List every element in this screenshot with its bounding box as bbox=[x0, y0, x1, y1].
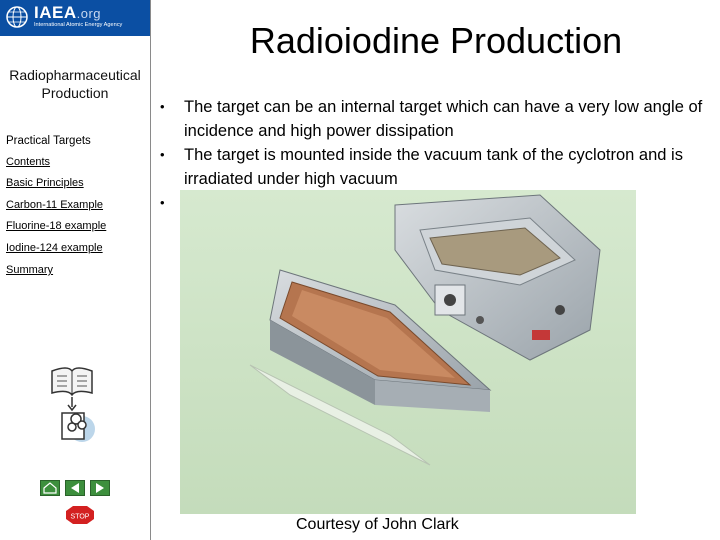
nav-link-contents[interactable]: Contents bbox=[6, 156, 51, 168]
iaea-logo bbox=[0, 0, 150, 36]
stop-label: STOP bbox=[70, 513, 90, 521]
logo-name: IAEA.org bbox=[34, 3, 102, 22]
photo-caption: Courtesy of John Clark bbox=[296, 516, 459, 533]
previous-button[interactable] bbox=[65, 480, 85, 496]
globe-icon bbox=[5, 5, 29, 29]
nav-link-summary[interactable]: Summary bbox=[6, 264, 54, 276]
stop-sign-icon bbox=[66, 506, 94, 524]
section-label: Practical Targets bbox=[6, 135, 91, 147]
home-icon bbox=[41, 481, 59, 495]
bullet-item: • The target is mounted inside the vacuum tank of the cyclotron and is irradiated under high vacuum bbox=[160, 143, 710, 191]
bullet-item: • The target can be an internal target which can have a very low angle of incidence and high power dissipation bbox=[160, 95, 710, 143]
home-button[interactable] bbox=[40, 480, 60, 496]
sidebar-divider bbox=[150, 0, 151, 540]
nav-link-basic-principles[interactable]: Basic Principles bbox=[6, 177, 84, 189]
sidebar-title: Radiopharmaceutical Production bbox=[9, 67, 141, 101]
stop-button[interactable] bbox=[66, 506, 94, 524]
logo-subtitle: International Atomic Energy Agency bbox=[34, 22, 123, 28]
slide-navigation bbox=[40, 480, 110, 496]
nav-link-carbon-11[interactable]: Carbon-11 Example bbox=[6, 199, 104, 211]
arrow-left-icon bbox=[66, 481, 84, 495]
book-reader-icon bbox=[48, 365, 98, 445]
page-title: Radioiodine Production bbox=[249, 20, 623, 61]
nav-link-iodine-124[interactable]: Iodine-124 example bbox=[6, 242, 103, 254]
nav-link-fluorine-18[interactable]: Fluorine-18 example bbox=[6, 220, 107, 232]
cyclotron-target-illustration bbox=[180, 190, 636, 514]
next-button[interactable] bbox=[90, 480, 110, 496]
arrow-right-icon bbox=[91, 481, 109, 495]
target-photo bbox=[180, 190, 636, 514]
